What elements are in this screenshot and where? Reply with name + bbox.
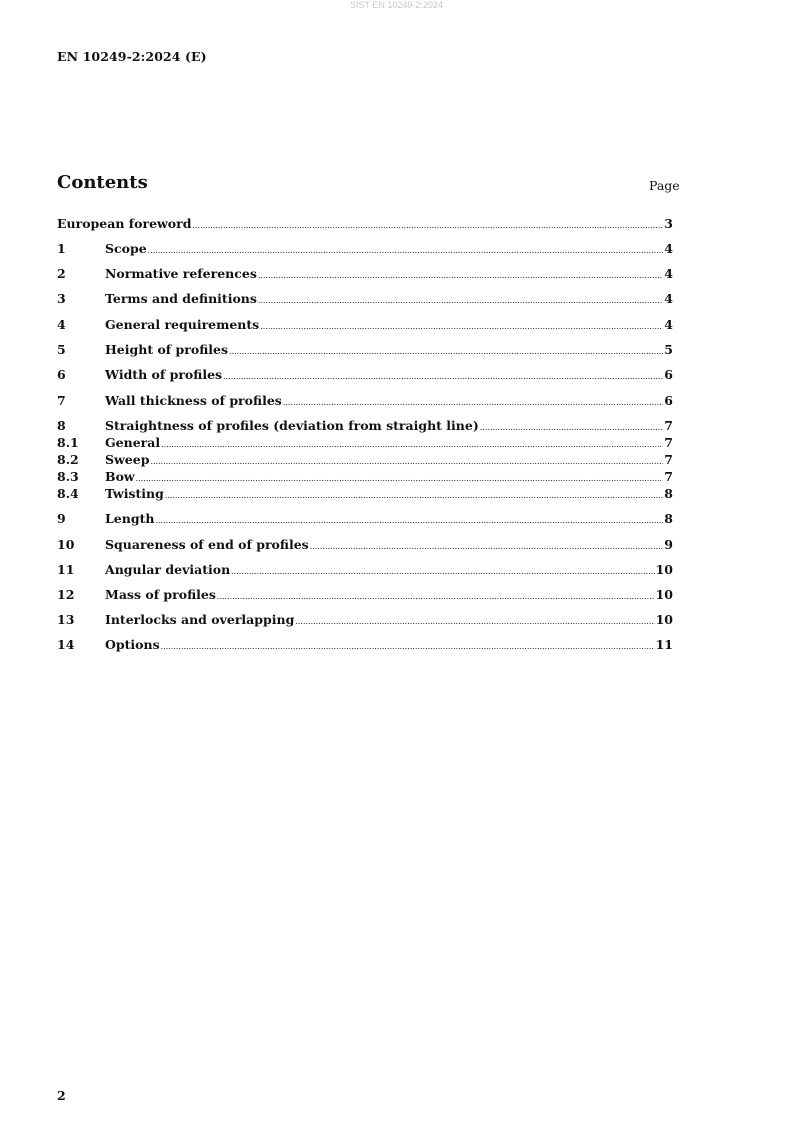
toc-entry[interactable]	[57, 562, 673, 578]
toc-entry-page: 10	[655, 562, 673, 577]
toc-entry-page: 8	[664, 486, 673, 501]
toc-entry-page: 4	[664, 241, 673, 256]
toc-entry-number: 8.4	[57, 486, 79, 501]
toc-leader-dots	[258, 266, 663, 284]
toc-leader-dots	[295, 612, 654, 630]
toc-leader-dots	[231, 562, 654, 580]
toc-entry-page: 6	[664, 367, 673, 382]
toc-entry-number: 8	[57, 418, 66, 433]
toc-entry[interactable]	[57, 469, 673, 485]
toc-entry[interactable]	[57, 317, 673, 333]
toc-leader-dots	[260, 317, 663, 335]
toc-leader-dots	[192, 216, 663, 234]
toc-entry-page: 8	[664, 511, 673, 526]
page-number: 2	[57, 1088, 66, 1103]
toc-entry-page: 7	[664, 418, 673, 433]
toc-entry-page: 4	[664, 317, 673, 332]
contents-heading: Contents	[57, 172, 148, 193]
toc-entry[interactable]	[57, 367, 673, 383]
toc-entry-page: 9	[664, 537, 673, 552]
toc-entry-title: Wall thickness of profiles	[105, 393, 282, 408]
toc-entry-title: European foreword	[57, 216, 192, 231]
toc-leader-dots	[223, 367, 663, 385]
toc-entry-title: Height of profiles	[105, 342, 229, 357]
toc-entry[interactable]	[57, 342, 673, 358]
toc-entry-page: 7	[664, 435, 673, 450]
toc-entry-title: Terms and definitions	[105, 291, 257, 306]
toc-entry-page: 3	[664, 216, 673, 231]
toc-entry-number: 8.1	[57, 435, 79, 450]
toc-entry-title: Scope	[105, 241, 147, 256]
toc-entry-title: Width of profiles	[105, 367, 223, 382]
toc-entry-title: Twisting	[105, 486, 164, 501]
toc-leader-dots	[150, 452, 663, 470]
toc-entry-number: 2	[57, 266, 66, 281]
toc-entry-title: Bow	[105, 469, 135, 484]
toc-entry[interactable]	[57, 511, 673, 527]
toc-leader-dots	[217, 587, 655, 605]
toc-entry-title: Squareness of end of profiles	[105, 537, 309, 552]
toc-leader-dots	[155, 511, 663, 529]
toc-entry-number: 12	[57, 587, 75, 602]
toc-entry-number: 13	[57, 612, 75, 627]
toc-entry[interactable]	[57, 587, 673, 603]
toc-entry-title: Straightness of profiles (deviation from straight line)	[105, 418, 479, 433]
toc-entry-title: Normative references	[105, 266, 257, 281]
toc-leader-dots	[283, 393, 663, 411]
toc-entry-page: 11	[655, 637, 673, 652]
toc-entry[interactable]	[57, 435, 673, 451]
toc-entry-number: 5	[57, 342, 66, 357]
page-column-label: Page	[649, 178, 680, 193]
toc-entry-number: 14	[57, 637, 75, 652]
toc-entry[interactable]	[57, 452, 673, 468]
toc-entry[interactable]	[57, 418, 673, 434]
toc-entry-title: General	[105, 435, 161, 450]
toc-entry-number: 4	[57, 317, 66, 332]
toc-entry-page: 10	[655, 612, 673, 627]
toc-leader-dots	[148, 241, 664, 259]
toc-entry[interactable]	[57, 216, 673, 232]
toc-entry-number: 11	[57, 562, 75, 577]
toc-entry-title: Interlocks and overlapping	[105, 612, 295, 627]
toc-entry-number: 3	[57, 291, 66, 306]
toc-entry-page: 10	[655, 587, 673, 602]
toc-leader-dots	[310, 537, 664, 555]
toc-entry[interactable]	[57, 486, 673, 502]
toc-entry-title: Mass of profiles	[105, 587, 216, 602]
toc-entry-page: 6	[664, 393, 673, 408]
toc-leader-dots	[165, 486, 663, 504]
toc-entry-title: Length	[105, 511, 155, 526]
toc-entry-page: 4	[664, 291, 673, 306]
toc-entry-title: Options	[105, 637, 160, 652]
toc-entry-number: 9	[57, 511, 66, 526]
toc-leader-dots	[161, 637, 655, 655]
toc-entry-number: 8.3	[57, 469, 79, 484]
toc-entry[interactable]	[57, 393, 673, 409]
toc-entry-number: 7	[57, 393, 66, 408]
toc-entry-title: Sweep	[105, 452, 150, 467]
toc-entry-page: 5	[664, 342, 673, 357]
toc-leader-dots	[136, 469, 664, 487]
toc-entry-page: 7	[664, 452, 673, 467]
toc-entry-number: 10	[57, 537, 75, 552]
toc-leader-dots	[229, 342, 663, 360]
toc-entry[interactable]	[57, 291, 673, 307]
toc-leader-dots	[480, 418, 664, 436]
watermark: SIST EN 10249-2:2024	[350, 0, 443, 10]
toc-entry-title: General requirements	[105, 317, 260, 332]
toc-entry[interactable]	[57, 266, 673, 282]
toc-entry[interactable]	[57, 637, 673, 653]
toc-entry-page: 4	[664, 266, 673, 281]
toc-leader-dots	[258, 291, 663, 309]
toc-entry-number: 1	[57, 241, 66, 256]
document-id-header: EN 10249-2:2024 (E)	[57, 49, 207, 64]
toc-entry-number: 8.2	[57, 452, 79, 467]
toc-entry[interactable]	[57, 241, 673, 257]
toc-entry[interactable]	[57, 612, 673, 628]
toc-entry-title: Angular deviation	[105, 562, 231, 577]
toc-entry[interactable]	[57, 537, 673, 553]
toc-entry-page: 7	[664, 469, 673, 484]
toc-leader-dots	[161, 435, 663, 453]
toc-entry-number: 6	[57, 367, 66, 382]
